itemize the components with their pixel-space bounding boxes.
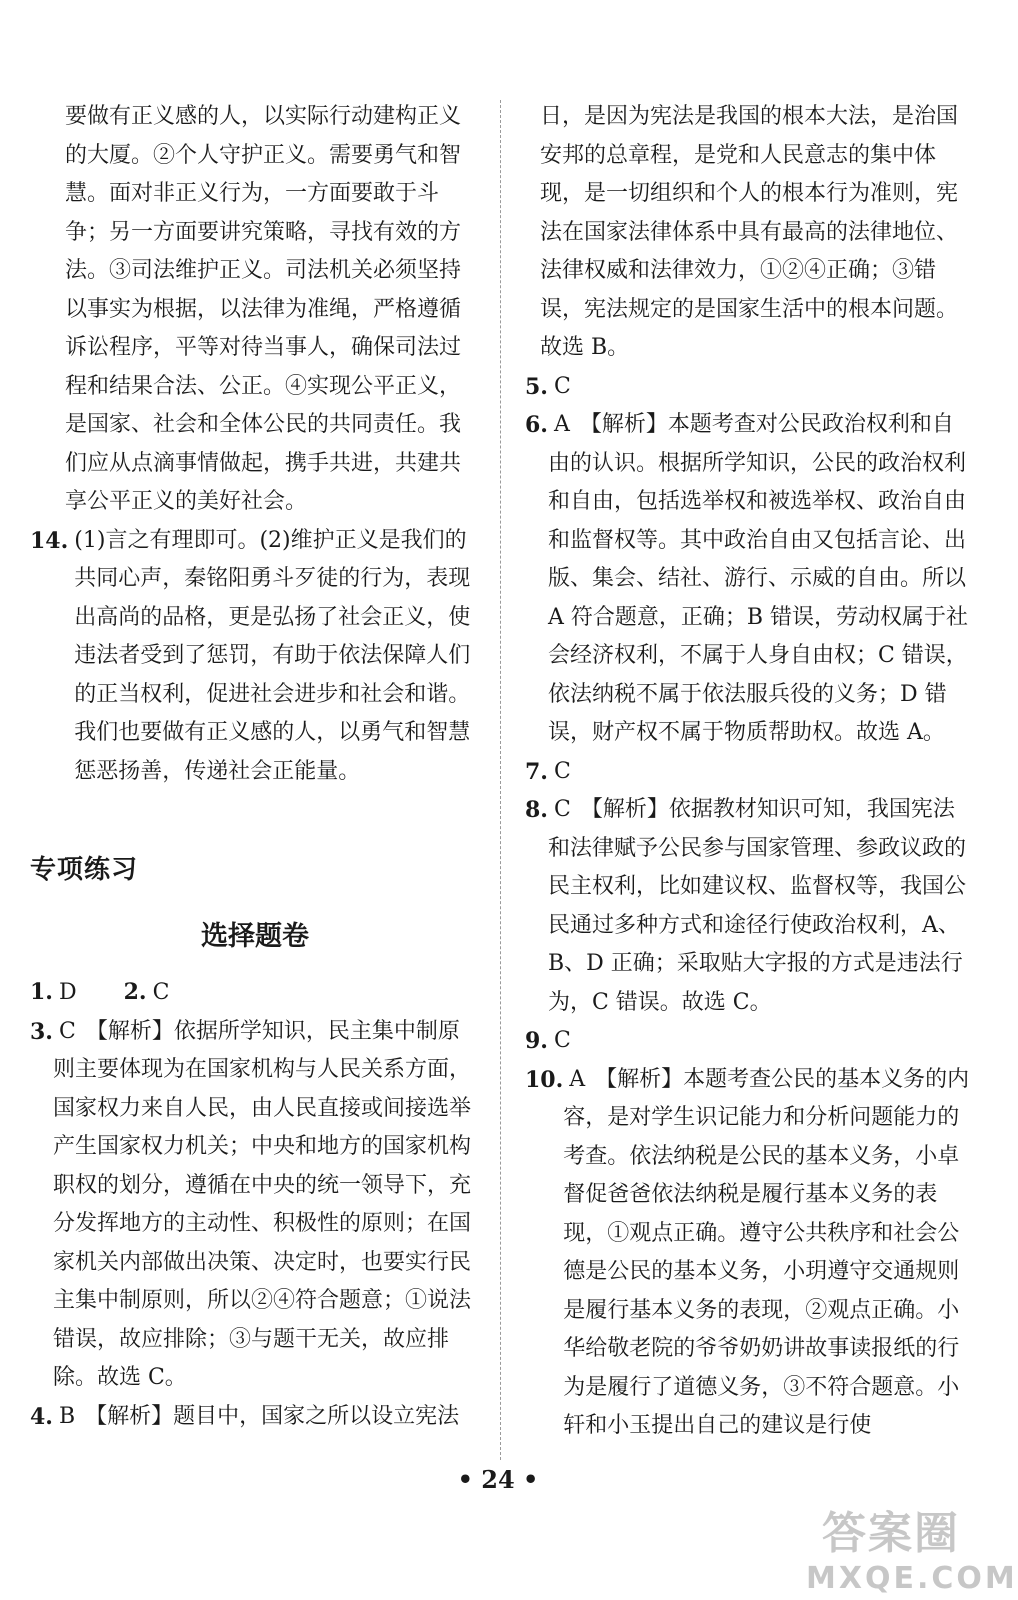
item-answer: C <box>553 373 571 399</box>
item-answer: C <box>553 758 571 784</box>
answer-item-2 <box>124 980 190 1005</box>
right-continuation-paragraph: 日，是因为宪法是我国的根本大法，是治国安邦的总章程，是党和人民意志的集中体现，是一切组织和个人的根本行为准则，宪法在国家法律体系中具有最高的法律地位、法律权威和法律效力，①②④正确；③错误，宪法规定的是国家生活中的根本问题。故选 B。 <box>540 104 959 360</box>
item-number: 9. <box>525 1028 548 1054</box>
item-text: 【解析】本题考查公民的基本义务的内容，是对学生识记能力和分析问题能力的考查。依法纳税是公民的基本义务，小卓督促爸爸依法纳税是履行基本义务的表现，①观点正确。遵守公共秩序和社会公德是公民的基本义务，小玥遵守交通规则是履行基本义务的表现，②观点正确。小华给敬老院的爷爷奶奶讲故事读报纸的行为是履行了道德义务，③不符合题意。小轩和小玉提出自己的建议是行使 <box>563 1066 970 1438</box>
item-answer: C <box>553 797 571 822</box>
item-number: 4. <box>30 1403 53 1430</box>
item-text: 【解析】依据所学知识，民主集中制原则主要体现为在国家机构与人民关系方面，国家权力来自人民，由人民直接或间接选举产生国家权力机关；中央和地方的国家机构职权的划分，遵循在中央的统一领导下，充分发挥地方的主动性、积极性的原则；在国家机关内部做出决策、决定时，也要实行民主集中制原则，所以②④符合题意；①说法错误，故应排除；③与题干无关，故应排除。故选 C。 <box>52 1018 471 1390</box>
item-text: 【解析】本题考查对公民政治权利和自由的认识。根据所学知识，公民的政治权利和自由，包括选举权和被选举权、政治自由和监督权等。其中政治自由又包括言论、出版、集会、结社、游行、示威的自由。所以 A 符合题意，正确；B 错误，劳动权属于社会经济权利，不属于人身自由权；C 错误，依法纳税不属于依法服兵役的义务；D 错误，财产权不属于物质帮助权。故选 A。 <box>547 412 969 745</box>
item-number: 8. <box>525 797 548 823</box>
item-number: 2. <box>123 979 147 1005</box>
item-answer: C <box>58 1018 76 1044</box>
right-column <box>525 98 970 1446</box>
answer-item-4 <box>30 1398 480 1437</box>
answer-item-8 <box>525 791 970 1022</box>
item-answer: D <box>58 980 77 1005</box>
answer-item-1 <box>30 980 97 1005</box>
item-number: 3. <box>30 1018 53 1045</box>
item-answer: B <box>58 1403 76 1429</box>
item-body <box>548 406 970 753</box>
item-answer: C <box>553 1028 571 1053</box>
watermark-line1: 答案圈 <box>822 1508 960 1559</box>
item-number: 6. <box>525 412 548 438</box>
answer-item-6 <box>525 406 970 753</box>
sub-title: 选择题卷 <box>201 921 309 952</box>
page-number: • 24 • <box>457 1465 539 1494</box>
item-answer: A <box>553 412 570 437</box>
watermark-line2: MXQE.COM <box>806 1561 1018 1596</box>
answer-item-3 <box>30 1013 480 1398</box>
item-number: 7. <box>525 758 548 785</box>
answer-item-7 <box>525 753 970 792</box>
item-answer: C <box>152 980 170 1005</box>
watermark-logo <box>806 1497 1018 1596</box>
item-number: 14. <box>30 527 69 554</box>
answer-item-9 <box>525 1022 970 1061</box>
item-text: 【解析】题目中，国家之所以设立宪法 <box>85 1403 460 1429</box>
item-text: (1)言之有理即可。(2)维护正义是我们的共同心声，秦铭阳勇斗歹徒的行为，表现出高尚的品格，更是弘扬了社会正义，使违法者受到了惩罚，有助于依法保障人们的正当权利，促进社会进步和社会和谐。我们也要做有正义感的人，以勇气和智慧惩恶扬善，传递社会正能量。 <box>74 527 471 784</box>
item-body <box>548 791 970 1022</box>
item-body <box>53 1398 480 1437</box>
answer-item-10 <box>525 1061 970 1446</box>
item-body <box>563 1061 970 1446</box>
item-answer: A <box>569 1066 586 1092</box>
column-divider <box>500 100 501 1460</box>
item-number: 1. <box>30 979 53 1005</box>
answer-items-1-2 <box>30 973 480 1013</box>
left-column <box>30 98 480 1436</box>
item-text: 【解析】依据教材知识可知，我国宪法和法律赋予公民参与国家管理、参政议政的民主权利，比如建议权、监督权等，我国公民通过多种方式和途径行使政治权利，A、B、D 正确；采取贴大字报的方式是违法行为，C 错误。故选 C。 <box>547 797 966 1015</box>
left-continuation-paragraph: 要做有正义感的人，以实际行动建构正义的大厦。②个人守护正义。需要勇气和智慧。面对非正义行为，一方面要敢于斗争；另一方面要讲究策略，寻找有效的方法。③司法维护正义。司法机关必须坚持以事实为根据，以法律为准绳，严格遵循诉讼程序，平等对待当事人，确保司法过程和结果合法、公正。④实现公平正义，是国家、社会和全体公民的共同责任。我们应从点滴事情做起，携手共进，共建共享公平正义的美好社会。 <box>65 104 462 514</box>
item-number: 10. <box>525 1066 564 1093</box>
item-body <box>53 1013 480 1398</box>
answer-item-14 <box>30 522 480 792</box>
item-number: 5. <box>525 373 548 400</box>
section-title: 专项练习 <box>30 855 139 885</box>
answer-item-5 <box>525 368 970 407</box>
